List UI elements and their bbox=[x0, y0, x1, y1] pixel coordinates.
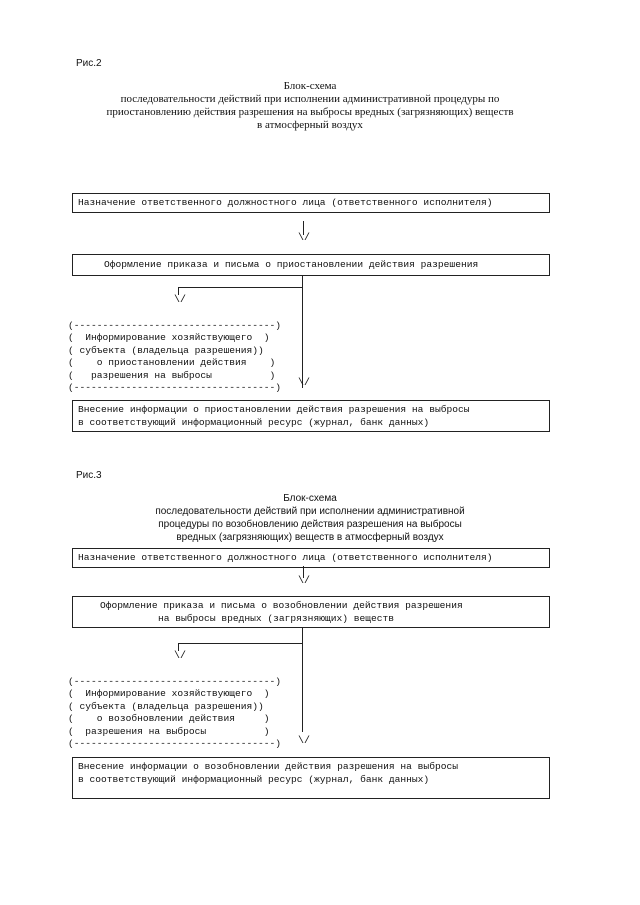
fig3-inform-line: ( о возобновлении действия ) bbox=[68, 713, 270, 724]
figure-3-label: Рис.3 bbox=[76, 470, 102, 481]
fig2-step4-line: Внесение информации о приостановлении действия разрешения на выбросы bbox=[78, 404, 470, 415]
down-arrow-icon: \/ bbox=[298, 233, 311, 244]
figure-2-title-line: приостановлению действия разрешения на выбросы вредных (загрязняющих) веществ bbox=[106, 106, 514, 118]
figure-3-title bbox=[60, 492, 560, 544]
fig3-step4-line: в соответствующий информационный ресурс (журнал, банк данных) bbox=[78, 773, 430, 785]
figure-3-title-line: процедуры по возобновлению действия разрешения на выбросы bbox=[158, 519, 462, 530]
fig3-branch-line bbox=[178, 643, 302, 644]
fig2-step1-box bbox=[72, 193, 550, 213]
figure-2-title-line: в атмосферный воздух bbox=[257, 119, 363, 131]
fig3-step2-line: Оформление приказа и письма о возобновлении действия разрешения bbox=[100, 600, 463, 611]
figure-2-label: Рис.2 bbox=[76, 58, 102, 69]
fig3-inform-line: (-----------------------------------) bbox=[68, 675, 282, 687]
fig2-step2-box bbox=[72, 254, 550, 276]
fig2-inform-line: ( о приостановлении действия ) bbox=[68, 357, 276, 368]
fig2-step1-text: Назначение ответственного должностного лица (ответственного исполнителя) bbox=[78, 197, 493, 208]
fig2-branch-down bbox=[178, 287, 179, 295]
figure-3-title-line: последовательности действий при исполнении административной bbox=[155, 506, 465, 517]
fig3-step1-text: Назначение ответственного должностного лица (ответственного исполнителя) bbox=[78, 552, 493, 563]
fig3-step2-line: на выбросы вредных (загрязняющих) веществ bbox=[158, 612, 395, 624]
down-arrow-icon: \/ bbox=[174, 295, 187, 306]
fig3-step2-text bbox=[100, 600, 544, 625]
fig3-inform-line: ( разрешения на выбросы ) bbox=[68, 725, 270, 737]
fig3-inform-line: ( субъекта (владельца разрешения)) bbox=[68, 700, 264, 712]
down-arrow-icon: \/ bbox=[174, 651, 187, 662]
fig3-step1-box bbox=[72, 548, 550, 568]
down-arrow-icon: \/ bbox=[298, 736, 311, 747]
fig3-step4-box bbox=[72, 757, 550, 799]
fig3-inform-line: ( Информирование хозяйствующего ) bbox=[68, 688, 270, 699]
fig3-inform-line: (-----------------------------------) bbox=[68, 738, 282, 749]
fig3-inform-block bbox=[68, 663, 281, 763]
fig2-inform-block bbox=[68, 307, 281, 407]
fig3-connector-main bbox=[302, 627, 303, 732]
figure-2-title-line: последовательности действий при исполнении административной процедуры по bbox=[120, 93, 500, 105]
fig2-connector-main bbox=[302, 275, 303, 388]
figure-3-title-line: Блок-схема bbox=[283, 493, 337, 504]
fig2-step4-box bbox=[72, 400, 550, 432]
fig2-inform-line: ( разрешения на выбросы ) bbox=[68, 369, 276, 381]
fig2-inform-line: (-----------------------------------) bbox=[68, 319, 282, 331]
fig2-inform-line: ( субъекта (владельца разрешения)) bbox=[68, 344, 264, 356]
figure-3-title-line: вредных (загрязняющих) веществ в атмосферный воздух bbox=[176, 532, 444, 543]
fig2-step2-text: Оформление приказа и письма о приостановлении действия разрешения bbox=[104, 259, 479, 270]
down-arrow-icon: \/ bbox=[298, 576, 311, 587]
down-arrow-icon: \/ bbox=[298, 378, 311, 389]
fig3-step4-text bbox=[78, 761, 544, 786]
fig2-step4-line: в соответствующий информационный ресурс (журнал, банк данных) bbox=[78, 416, 430, 428]
fig2-branch-line bbox=[178, 287, 302, 288]
fig2-inform-line: ( Информирование хозяйствующего ) bbox=[68, 332, 270, 343]
fig2-step4-text bbox=[78, 404, 544, 429]
fig3-step4-line: Внесение информации о возобновлении действия разрешения на выбросы bbox=[78, 761, 458, 772]
fig3-branch-down bbox=[178, 643, 179, 651]
fig2-inform-line: (-----------------------------------) bbox=[68, 382, 282, 393]
figure-2-title-line: Блок-схема bbox=[283, 80, 337, 92]
figure-2-title bbox=[60, 80, 560, 132]
fig3-step2-box bbox=[72, 596, 550, 628]
